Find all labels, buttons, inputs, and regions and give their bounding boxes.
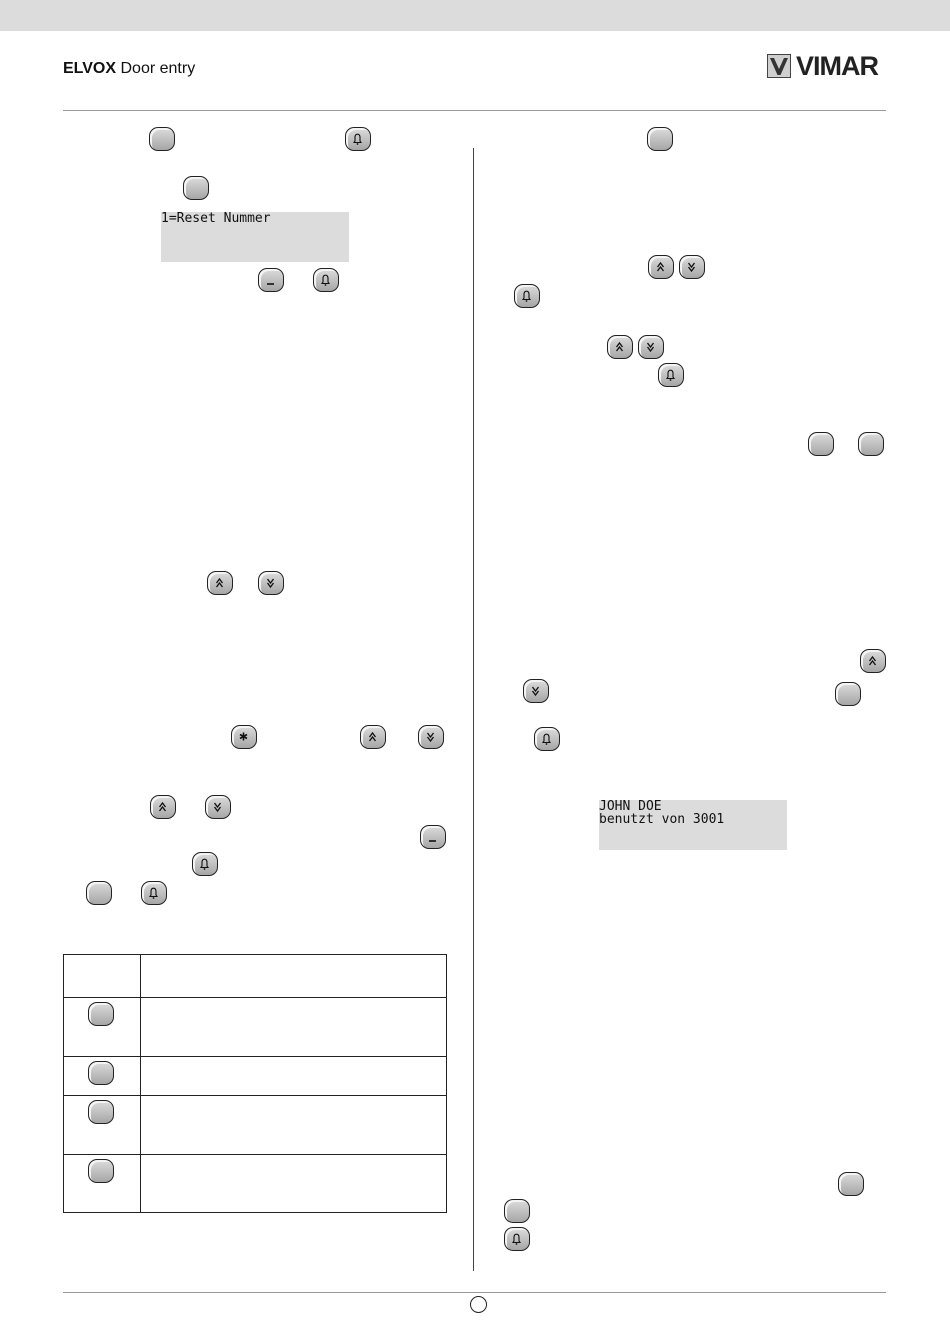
dash-key-icon bbox=[420, 825, 446, 849]
blank-key-icon bbox=[504, 1199, 530, 1223]
table-row-divider bbox=[64, 997, 446, 998]
down-arrow-key-icon bbox=[258, 571, 284, 595]
blank-key-icon bbox=[88, 1159, 114, 1183]
bell-key-icon bbox=[658, 363, 684, 387]
up-arrow-key-icon bbox=[360, 725, 386, 749]
function-table bbox=[63, 954, 447, 1213]
blank-key-icon bbox=[835, 682, 861, 706]
dash-key-icon bbox=[258, 268, 284, 292]
table-row-divider bbox=[64, 1056, 446, 1057]
display-line: 1=Reset Nummer bbox=[161, 211, 271, 226]
down-arrow-key-icon bbox=[418, 725, 444, 749]
blank-key-icon bbox=[647, 127, 673, 151]
display-line: JOHN DOE bbox=[599, 799, 662, 814]
table-row-divider bbox=[64, 1095, 446, 1096]
vimar-logo bbox=[767, 52, 878, 80]
blank-key-icon bbox=[88, 1061, 114, 1085]
column-separator bbox=[473, 148, 474, 1271]
table-column-divider bbox=[140, 955, 141, 1212]
display-name-used bbox=[599, 800, 787, 850]
bell-key-icon bbox=[141, 881, 167, 905]
bell-key-icon bbox=[192, 852, 218, 876]
bell-key-icon bbox=[313, 268, 339, 292]
blank-key-icon bbox=[88, 1100, 114, 1124]
table-row-divider bbox=[64, 1154, 446, 1155]
header-rule bbox=[63, 110, 886, 111]
display-reset-number bbox=[161, 212, 349, 262]
up-arrow-key-icon bbox=[860, 649, 886, 673]
brand-elvox: ELVOX bbox=[63, 60, 117, 77]
down-arrow-key-icon bbox=[523, 679, 549, 703]
up-arrow-key-icon bbox=[207, 571, 233, 595]
bell-key-icon bbox=[534, 727, 560, 751]
blank-key-icon bbox=[86, 881, 112, 905]
down-arrow-key-icon bbox=[205, 795, 231, 819]
up-arrow-key-icon bbox=[607, 335, 633, 359]
brand-title bbox=[63, 60, 195, 78]
page-number-circle bbox=[470, 1296, 487, 1313]
bell-key-icon bbox=[514, 284, 540, 308]
blank-key-icon bbox=[183, 176, 209, 200]
footer-rule bbox=[63, 1292, 886, 1293]
blank-key-icon bbox=[838, 1172, 864, 1196]
vimar-logo-icon bbox=[767, 54, 791, 78]
display-line: benutzt von 3001 bbox=[599, 812, 725, 827]
up-arrow-key-icon bbox=[648, 255, 674, 279]
down-arrow-key-icon bbox=[638, 335, 664, 359]
bell-key-icon bbox=[504, 1227, 530, 1251]
blank-key-icon bbox=[149, 127, 175, 151]
blank-key-icon bbox=[88, 1002, 114, 1026]
display-line bbox=[161, 225, 349, 238]
blank-key-icon bbox=[858, 432, 884, 456]
blank-key-icon bbox=[808, 432, 834, 456]
brand-door-entry: Door entry bbox=[116, 60, 196, 77]
down-arrow-key-icon bbox=[679, 255, 705, 279]
up-arrow-key-icon bbox=[150, 795, 176, 819]
top-band bbox=[0, 0, 950, 31]
vimar-logo-text: VIMAR bbox=[796, 50, 878, 81]
bell-key-icon bbox=[345, 127, 371, 151]
star-key-icon bbox=[231, 725, 257, 749]
